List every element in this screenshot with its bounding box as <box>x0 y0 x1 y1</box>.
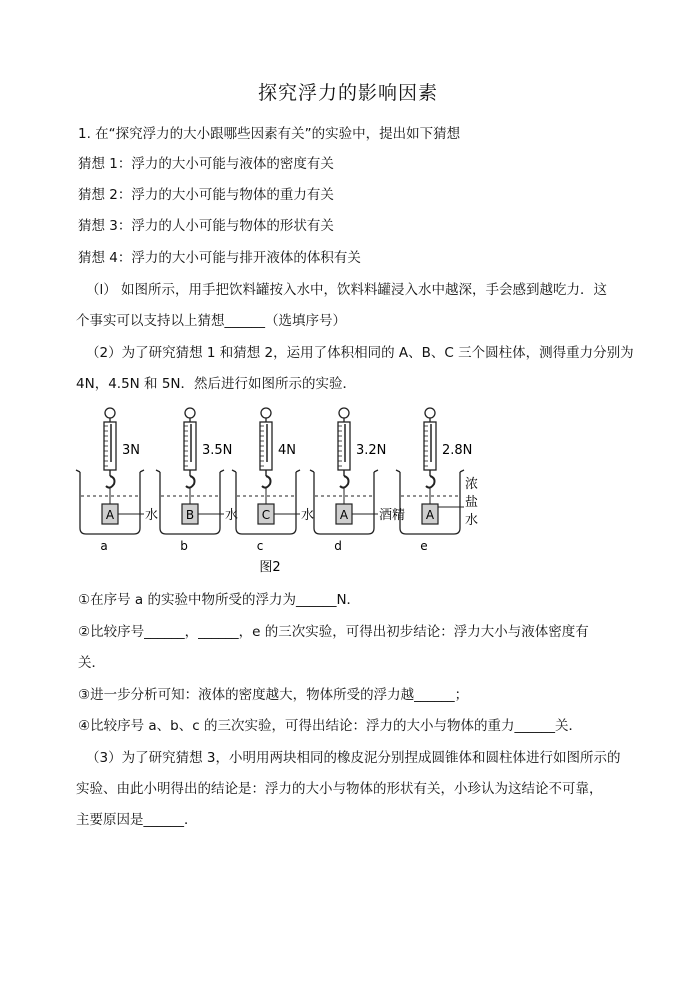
block-label: A <box>425 508 435 522</box>
scale-reading: 2.8N <box>442 443 473 458</box>
liquid-label: 水 <box>301 508 315 523</box>
scale-ring <box>105 408 115 418</box>
scale-reading: 3N <box>122 443 140 458</box>
liquid-label: 盐 <box>465 495 479 510</box>
setup-letter: d <box>334 539 342 553</box>
guess-1: 猜想 1：浮力的大小可能与液体的密度有关 <box>78 156 334 172</box>
sub-question-2-line2: 关． <box>78 655 105 671</box>
setup-d <box>310 408 405 553</box>
setup-e <box>396 408 478 553</box>
sub-question-4: ④比较序号 a、b、c 的三次实验，可得出结论：浮力的大小与物体的重力______关． <box>78 718 582 734</box>
part2-line1: （2）为了研究猜想 1 和猜想 2，运用了体积相同的 A、B、C 三个圆柱体，测得重力分别为 <box>86 345 634 361</box>
question-1-intro: 1. 在“探究浮力的大小跟哪些因素有关”的实验中，提出如下猜想 <box>78 126 461 142</box>
setup-letter: b <box>180 539 188 553</box>
guess-3: 猜想 3：浮力的人小可能与物体的形状有关 <box>78 218 334 234</box>
part1-line2: 个事实可以支持以上猜想______（选填序号） <box>76 313 346 329</box>
scale-ring <box>261 408 271 418</box>
scale-hook <box>426 476 435 488</box>
liquid-label: 水 <box>145 508 159 523</box>
scale-ring <box>339 408 349 418</box>
scale-reading: 4N <box>278 443 296 458</box>
figure-caption: 图2 <box>259 560 281 575</box>
scale-hook <box>186 476 195 488</box>
liquid-label: 水 <box>465 513 479 528</box>
setup-c <box>232 408 314 553</box>
block-label: B <box>185 508 195 522</box>
setup-letter: e <box>420 539 428 553</box>
setup-letter: a <box>100 539 108 553</box>
block-label: C <box>261 508 271 522</box>
scale-hook <box>262 476 271 488</box>
scale-ring <box>425 408 435 418</box>
beaker-lip-right <box>296 470 300 472</box>
scale-ring <box>185 408 195 418</box>
part3-line3: 主要原因是______． <box>76 812 198 828</box>
beaker-lip-right <box>140 470 144 472</box>
page-title: 探究浮力的影响因素 <box>257 82 438 104</box>
setup-b <box>156 408 238 553</box>
part1-line1: （l） 如图所示，用手把饮料罐按入水中，饮料料罐浸入水中越深，手会感到越吃力．这 <box>86 282 608 298</box>
beaker-lip-left <box>232 470 236 472</box>
block-label: A <box>105 508 115 522</box>
scale-hook <box>340 476 349 488</box>
setup-a <box>76 408 158 553</box>
beaker-lip-left <box>156 470 160 472</box>
liquid-label: 酒精 <box>379 508 406 523</box>
scale-hook <box>106 476 115 488</box>
part2-line2: 4N，4.5N 和 5N．然后进行如图所示的实验． <box>76 376 357 392</box>
beaker-lip-left <box>310 470 314 472</box>
setup-letter: c <box>256 539 264 553</box>
experiment-figure <box>74 404 484 582</box>
scale-reading: 3.2N <box>356 443 387 458</box>
liquid-label: 水 <box>225 508 239 523</box>
sub-question-3: ③进一步分析可知：液体的密度越大，物体所受的浮力越______； <box>78 687 469 703</box>
beaker-lip-right <box>460 470 464 472</box>
beaker-lip-left <box>76 470 80 472</box>
sub-question-2-line1: ②比较序号______，______，e 的三次实验，可得出初步结论：浮力大小与液体密度有 <box>78 624 589 640</box>
liquid-label: 浓 <box>465 477 479 492</box>
guess-2: 猜想 2：浮力的大小可能与物体的重力有关 <box>78 187 334 203</box>
part3-line2: 实验、由此小明得出的结论是：浮力的大小与物体的形状有关，小珍认为这结论不可靠， <box>76 781 603 797</box>
guess-4: 猜想 4：浮力的大小可能与排开液体的体积有关 <box>78 250 361 266</box>
beaker-lip-right <box>374 470 378 472</box>
part3-line1: （3）为了研究猜想 3，小明用两块相同的橡皮泥分别捏成圆锥体和圆柱体进行如图所示的 <box>86 750 621 766</box>
scale-reading: 3.5N <box>202 443 233 458</box>
beaker-lip-right <box>220 470 224 472</box>
block-label: A <box>339 508 349 522</box>
sub-question-1: ①在序号 a 的实验中物所受的浮力为______N． <box>78 592 361 608</box>
beaker-lip-left <box>396 470 400 472</box>
